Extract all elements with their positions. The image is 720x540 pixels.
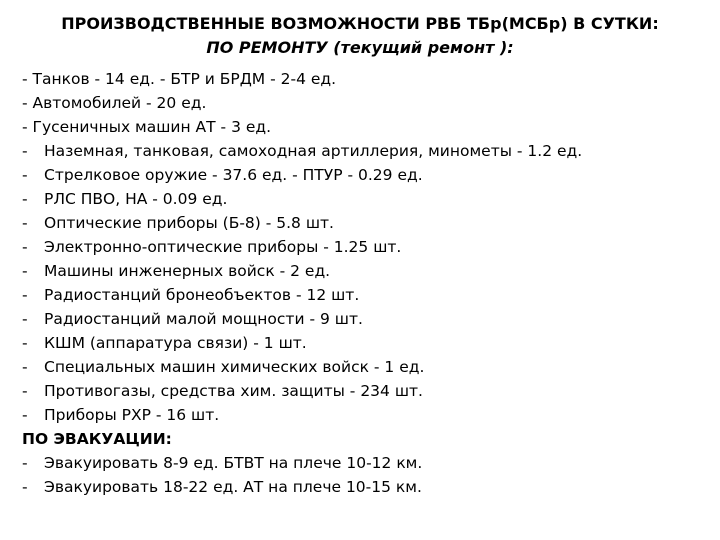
list-item: - Танков - 14 ед. - БТР и БРДМ - 2-4 ед. xyxy=(22,70,337,88)
list-item: - Противогазы, средства хим. защиты - 234 шт. xyxy=(22,382,423,400)
title-line-1: ПРОИЗВОДСТВЕННЫЕ ВОЗМОЖНОСТИ РВБ ТБр(МСБр) В СУТКИ: xyxy=(61,14,659,33)
list-item: - Радиостанций малой мощности - 9 шт. xyxy=(22,310,363,328)
list-item: - Оптические приборы (Б-8) - 5.8 шт. xyxy=(22,214,334,232)
list-item: - Специальных машин химических войск - 1 ед. xyxy=(22,358,425,376)
list-item: - Радиостанций бронеобъектов - 12 шт. xyxy=(22,286,360,304)
list-item: - Машины инженерных войск - 2 ед. xyxy=(22,262,331,280)
list-item: - КШМ (аппаратура связи) - 1 шт. xyxy=(22,334,307,352)
list-item: - Эвакуировать 8-9 ед. БТВТ на плече 10-12 км. xyxy=(22,454,423,472)
list-item: - Приборы РХР - 16 шт. xyxy=(22,406,220,424)
list-item: - РЛС ПВО, НА - 0.09 ед. xyxy=(22,190,228,208)
evacuation-header: ПО ЭВАКУАЦИИ: xyxy=(22,430,172,448)
list-item: - Эвакуировать 18-22 ед. АТ на плече 10-15 км. xyxy=(22,478,422,496)
list-item: - Наземная, танковая, самоходная артиллерия, минометы - 1.2 ед. xyxy=(22,142,583,160)
list-item: - Гусеничных машин АТ - 3 ед. xyxy=(22,118,272,136)
list-item: - Автомобилей - 20 ед. xyxy=(22,94,207,112)
slide-title xyxy=(0,12,720,60)
list-item: - Стрелковое оружие - 37.6 ед. - ПТУР - 0.29 ед. xyxy=(22,166,423,184)
content-list xyxy=(22,67,712,499)
title-line-2: ПО РЕМОНТУ (текущий ремонт ): xyxy=(206,38,514,57)
list-item: - Электронно-оптические приборы - 1.25 шт. xyxy=(22,238,402,256)
